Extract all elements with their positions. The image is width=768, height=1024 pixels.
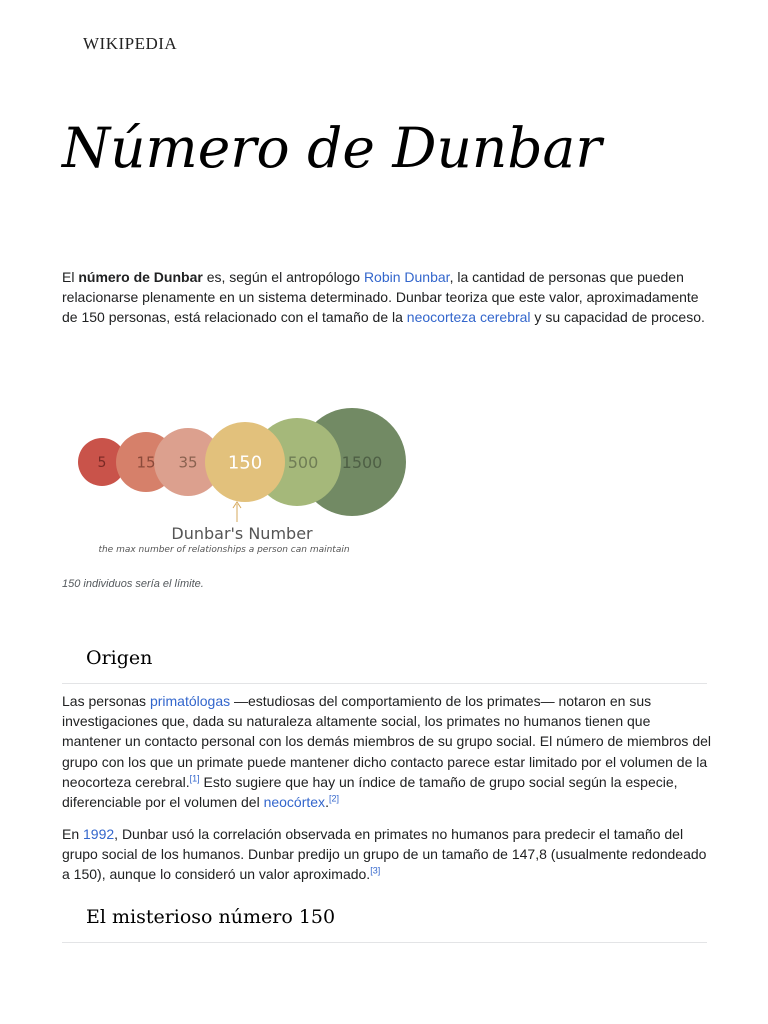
intro-text-2: es, según el antropólogo (202, 269, 364, 285)
dunbar-circles-image (62, 398, 422, 568)
section-divider (62, 942, 707, 943)
section-divider (62, 683, 707, 684)
intro-text-1: El (62, 269, 79, 285)
figure-caption: 150 individuos sería el límite. (62, 578, 204, 590)
link-robin-dunbar[interactable]: Robin Dunbar (363, 269, 450, 285)
link-neocortex[interactable]: neocórtex (263, 794, 326, 811)
circle-label-15: 15 (136, 453, 156, 472)
dunbar-figure[interactable] (62, 398, 422, 568)
reference-2[interactable]: [2] (328, 793, 339, 804)
reference-1[interactable]: [1] (189, 773, 200, 784)
image-title: Dunbar's Number (171, 524, 313, 543)
circle-label-500: 500 (287, 452, 319, 472)
origen-p2-text-1: En (62, 826, 84, 842)
origen-p1-text-1: Las personas (62, 693, 150, 709)
circle-label-150: 150 (227, 452, 263, 474)
link-1992[interactable]: 1992 (83, 826, 115, 842)
circle-label-1500: 1500 (341, 452, 383, 472)
intro-text-4: y su capacidad de proceso. (530, 309, 705, 326)
section-heading-origen: Origen (86, 647, 153, 669)
circle-label-35: 35 (178, 453, 198, 472)
page-title: Número de Dunbar (62, 116, 602, 180)
intro-text-3: , la cantidad de personas que pueden relacionarse plenamente en un sistema determinado. Dunbar teoriza que este valor, aproximadamente de 150 personas, está relacionado con el tamaño de la (62, 269, 699, 326)
link-neocorteza-cerebral[interactable]: neocorteza cerebral (406, 309, 531, 326)
wikipedia-wordmark[interactable]: WIKIPEDIA (83, 34, 178, 53)
origen-p1-text-2: —estudiosas del comportamiento de los primates— notaron en sus investigaciones que, dada su naturaleza altamente social, los primates no humanos tienen que mantener un contacto personal con los demás miembros de su grupo social. El número de miembros del grupo con los que un primate puede mantener dicho contacto parece estar limitado por el volumen de la neocorteza cerebral. (62, 693, 711, 790)
reference-3[interactable]: [3] (370, 865, 381, 876)
intro-bold-term: número de Dunbar (78, 269, 203, 285)
origen-p1-text-4: . (325, 794, 329, 811)
origen-p1-text-3: Esto sugiere que hay un índice de tamaño de grupo social según la especie, diferenciable por el volumen del (62, 773, 678, 811)
link-primatologas[interactable]: primatólogas (149, 693, 231, 709)
section-heading-misterioso: El misterioso número 150 (86, 906, 336, 928)
image-subtitle: the max number of relationships a person can maintain (98, 545, 350, 555)
intro-paragraph (62, 267, 712, 328)
circle-label-5: 5 (97, 455, 107, 472)
origen-paragraph-1 (62, 691, 712, 812)
origen-paragraph-2 (62, 824, 712, 885)
origen-p2-text-2: , Dunbar usó la correlación observada en primates no humanos para predecir el tamaño del grupo social de los humanos. Dunbar predijo un grupo de un tamaño de 147,8 (usualmente redondeado a 150), aunque lo consideró un valor aproximado. (62, 826, 707, 883)
